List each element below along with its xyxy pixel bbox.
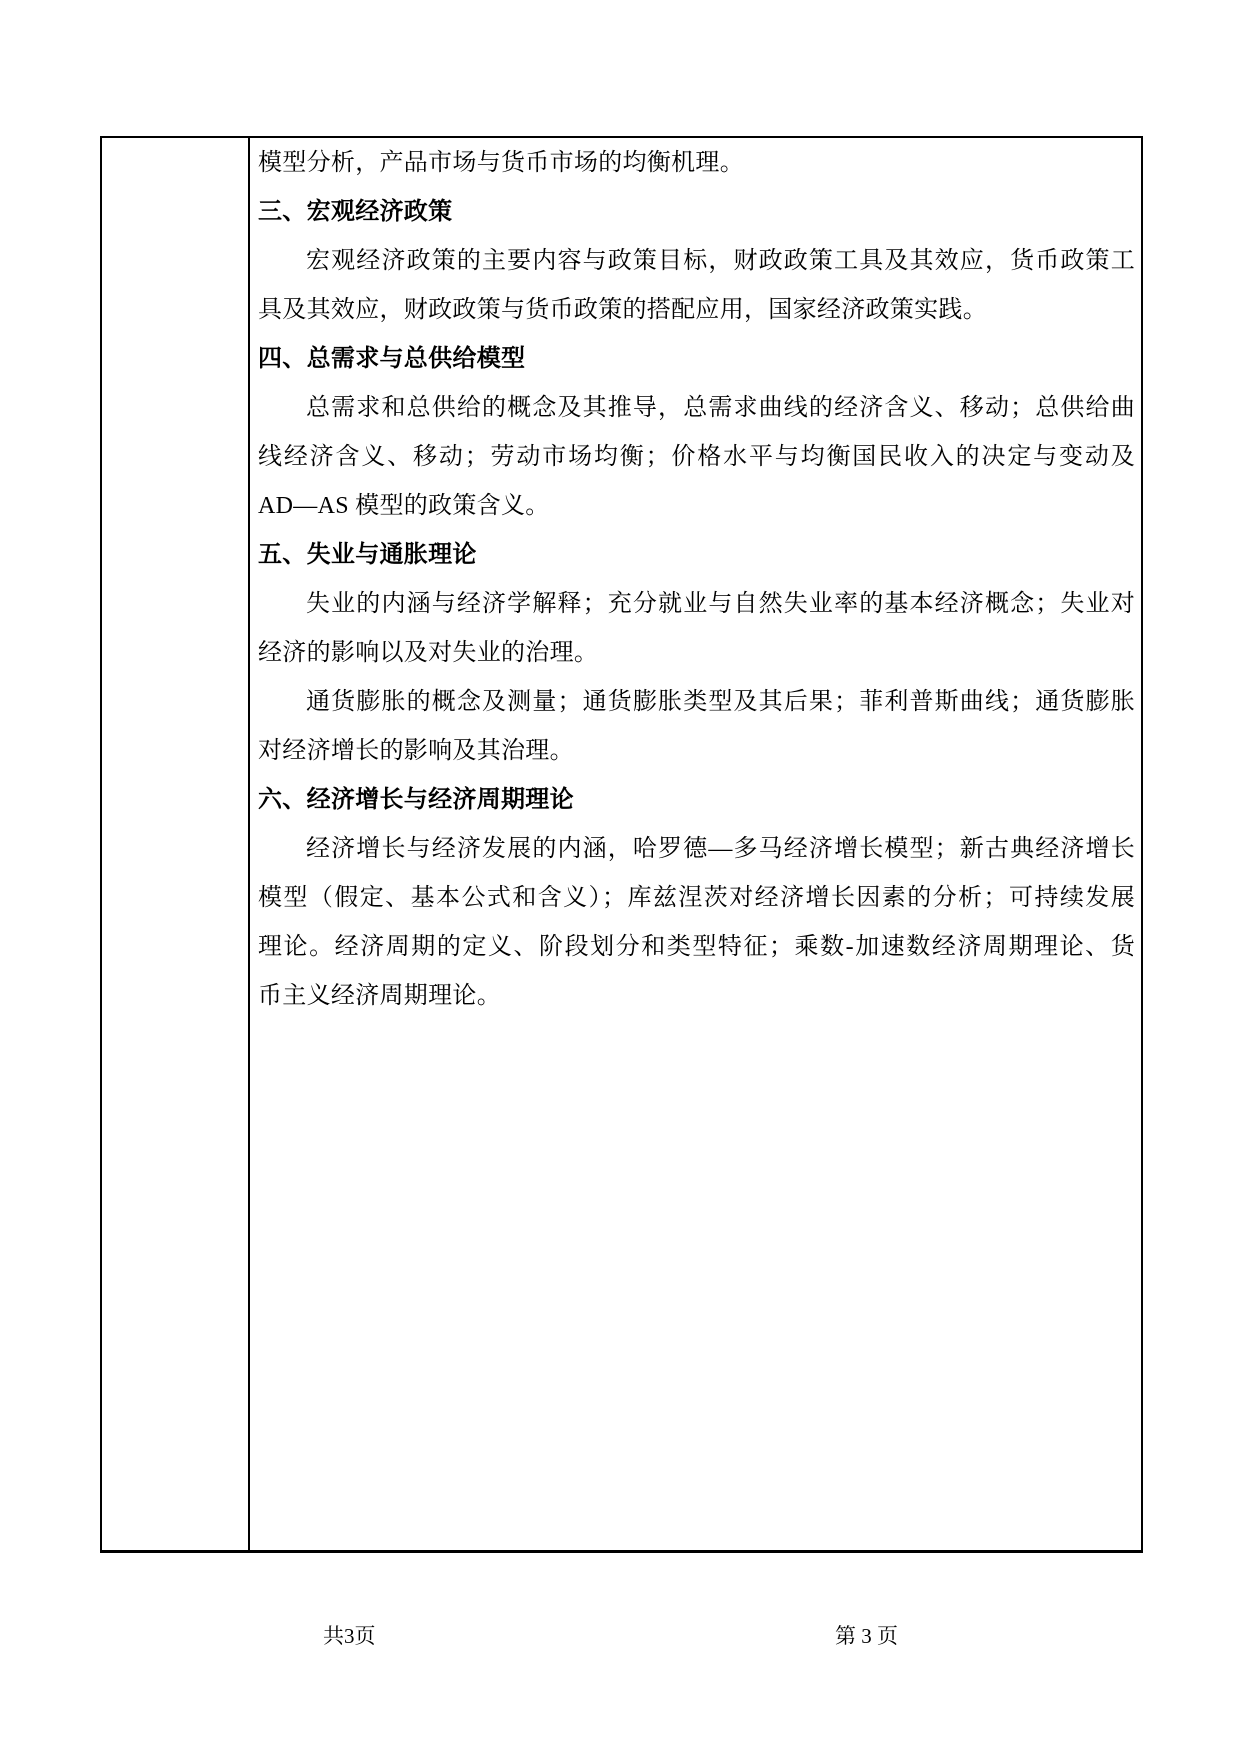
text-line: 经济的影响以及对失业的治理。 xyxy=(258,640,599,666)
footer-total-pages: 共3页 xyxy=(323,1624,376,1648)
text-line: 币主义经济周期理论。 xyxy=(258,983,501,1009)
section-heading: 四、总需求与总供给模型 xyxy=(258,346,526,372)
syllabus-table xyxy=(100,136,1143,1553)
footer-page-number: 第 3 页 xyxy=(835,1624,898,1648)
text-line: 总需求和总供给的概念及其推导，总需求曲线的经济含义、移动；总供给曲 xyxy=(306,395,1135,421)
text-line: AD—AS 模型的政策含义。 xyxy=(258,493,550,519)
section-heading: 六、经济增长与经济周期理论 xyxy=(258,787,574,813)
text-line: 具及其效应，财政政策与货币政策的搭配应用，国家经济政策实践。 xyxy=(258,297,987,323)
table-content-cell xyxy=(250,138,1141,1550)
text-line: 模型分析，产品市场与货币市场的均衡机理。 xyxy=(258,150,744,176)
text-line: 通货膨胀的概念及测量；通货膨胀类型及其后果；菲利普斯曲线；通货膨胀 xyxy=(306,689,1135,715)
text-line: 宏观经济政策的主要内容与政策目标，财政政策工具及其效应，货币政策工 xyxy=(306,248,1135,274)
section-heading: 三、宏观经济政策 xyxy=(258,199,453,225)
text-line: 模型（假定、基本公式和含义）；库兹涅茨对经济增长因素的分析；可持续发展 xyxy=(258,885,1135,911)
text-line: 理论。经济周期的定义、阶段划分和类型特征；乘数-加速数经济周期理论、货 xyxy=(258,934,1135,960)
text-line: 经济增长与经济发展的内涵，哈罗德—多马经济增长模型；新古典经济增长 xyxy=(306,836,1135,862)
table-label-cell xyxy=(102,138,250,1550)
page-footer xyxy=(0,1622,1240,1652)
text-line: 对经济增长的影响及其治理。 xyxy=(258,738,574,764)
text-line: 线经济含义、移动；劳动市场均衡；价格水平与均衡国民收入的决定与变动及 xyxy=(258,444,1135,470)
section-heading: 五、失业与通胀理论 xyxy=(258,542,477,568)
text-line: 失业的内涵与经济学解释；充分就业与自然失业率的基本经济概念；失业对 xyxy=(306,591,1135,617)
